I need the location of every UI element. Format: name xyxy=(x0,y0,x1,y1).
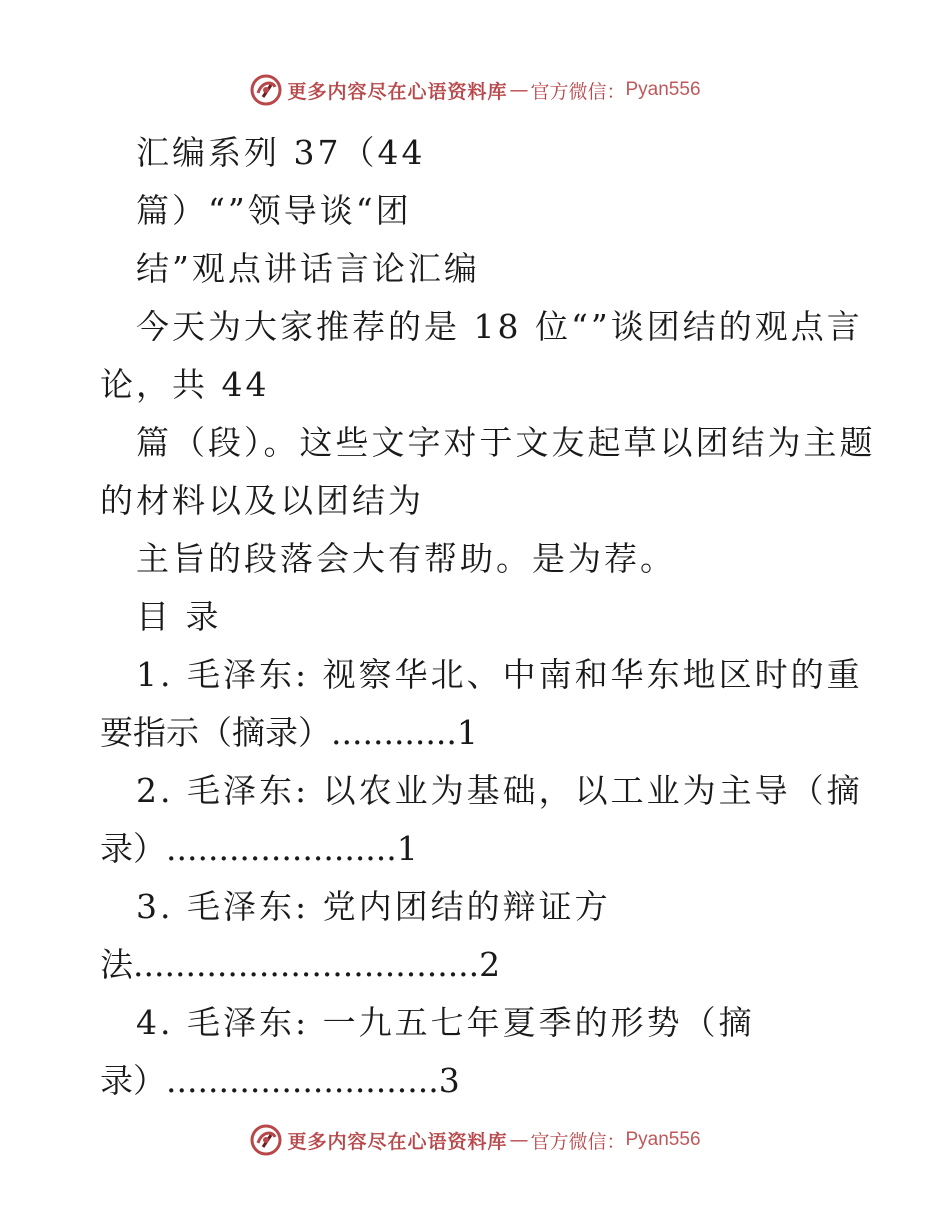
banner-dash: — xyxy=(509,79,529,101)
text-line: 篇）“”领导谈“团 xyxy=(136,191,412,230)
toc-entry-line: 法.................................2 xyxy=(100,945,501,984)
banner-wechat-label: 官方微信： xyxy=(530,1130,626,1153)
banner-main-text: 更多内容尽在心语资料库 xyxy=(287,1130,508,1153)
toc-heading: 目 录 xyxy=(136,597,222,636)
toc-entry-line: 3. 毛泽东: 党内团结的辩证方 xyxy=(136,887,611,926)
banner-wechat-id: Pyan556 xyxy=(625,79,701,100)
banner-dash: — xyxy=(509,1129,529,1151)
toc-entry-line: 录）......................1 xyxy=(100,829,418,868)
footer-banner xyxy=(0,1120,950,1160)
text-line: 结”观点讲话言论汇编 xyxy=(136,249,480,288)
text-line: 论，共 44 xyxy=(100,365,270,404)
toc-entry-line: 要指示（摘录）............1 xyxy=(100,713,478,752)
banner-main-text: 更多内容尽在心语资料库 xyxy=(287,80,508,103)
toc-entry-line: 2. 毛泽东: 以农业为基础，以工业为主导（摘 xyxy=(136,771,863,810)
red-circle-swirl-logo-icon xyxy=(249,73,283,107)
toc-entry-line: 1. 毛泽东: 视察华北、中南和华东地区时的重 xyxy=(136,655,863,694)
text-line: 主旨的段落会大有帮助。是为荐。 xyxy=(136,539,676,578)
text-line: 的材料以及以团结为 xyxy=(100,481,424,520)
toc-entry-line: 录）..........................3 xyxy=(100,1061,460,1100)
header-banner xyxy=(0,70,950,110)
red-circle-swirl-logo-icon xyxy=(249,1123,283,1157)
text-line: 篇（段）。这些文字对于文友起草以团结为主题 xyxy=(136,423,876,462)
toc-entry-line: 4. 毛泽东: 一九五七年夏季的形势（摘 xyxy=(136,1003,755,1042)
banner-wechat-label: 官方微信： xyxy=(530,80,626,103)
banner-wechat-id: Pyan556 xyxy=(625,1129,701,1150)
text-line: 今天为大家推荐的是 18 位“”谈团结的观点言 xyxy=(136,307,863,346)
text-line: 汇编系列 37（44 xyxy=(136,133,426,172)
document-body xyxy=(100,124,876,1110)
